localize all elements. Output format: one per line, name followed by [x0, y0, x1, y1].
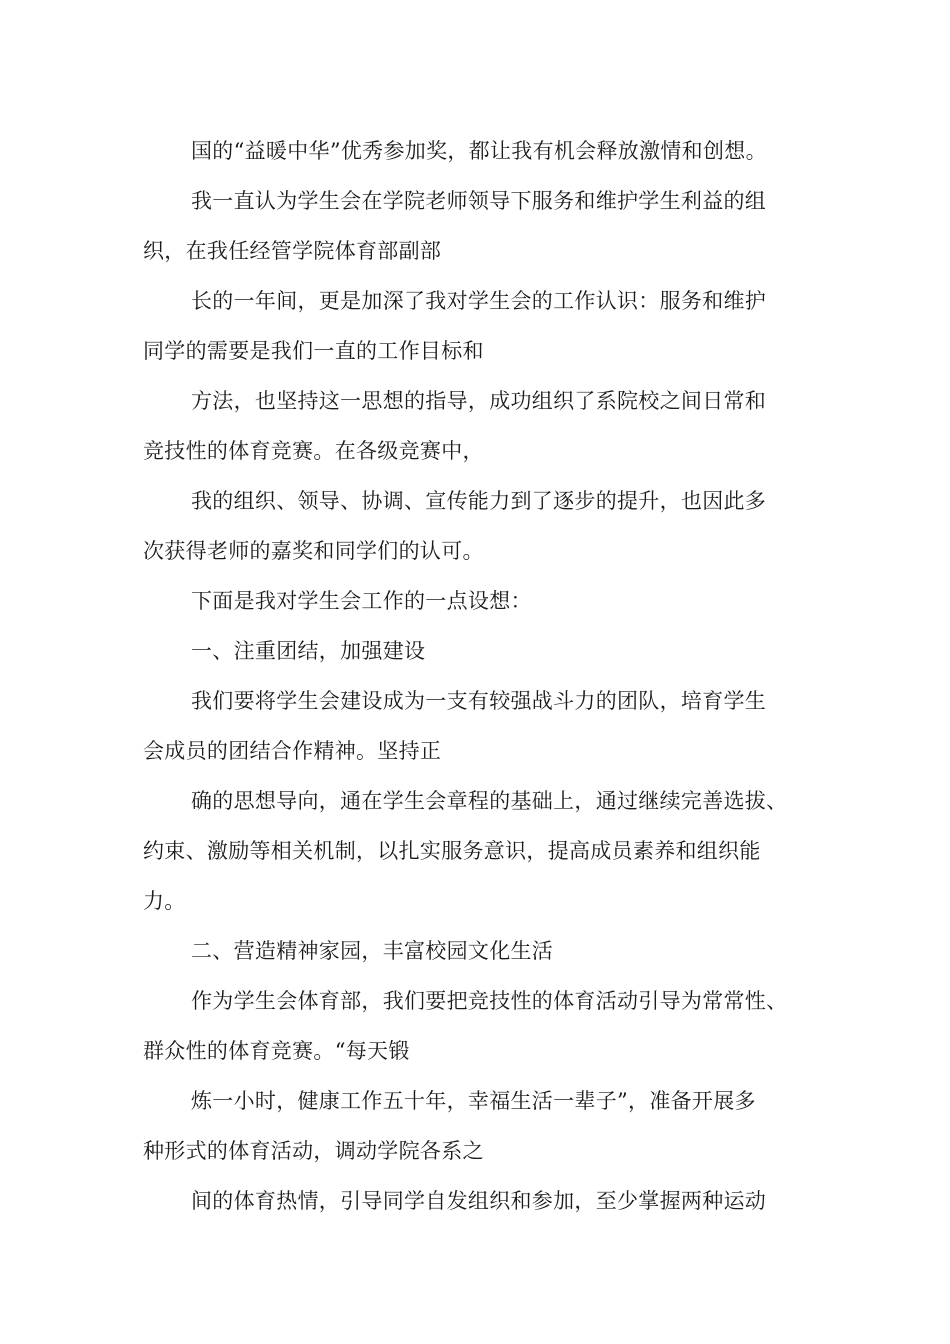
text-line: 力。: [143, 889, 186, 913]
text-line: 方法，也坚持这一思想的指导，成功组织了系院校之间日常和: [191, 389, 767, 413]
text-line: 织，在我任经管学院体育部副部: [143, 239, 442, 263]
text-line: 群众性的体育竞赛。“每天锻: [143, 1039, 410, 1063]
text-line: 长的一年间，更是加深了我对学生会的工作认识：服务和维护: [191, 289, 767, 313]
section-heading: 二、营造精神家园，丰富校园文化生活: [191, 939, 554, 963]
text-line: 我的组织、领导、协调、宣传能力到了逐步的提升，也因此多: [191, 489, 767, 513]
text-line: 次获得老师的嘉奖和同学们的认可。: [143, 539, 484, 563]
text-line: 作为学生会体育部，我们要把竞技性的体育活动引导为常常性、: [191, 989, 788, 1013]
text-line: 我一直认为学生会在学院老师领导下服务和维护学生利益的组: [191, 189, 767, 213]
text-line: 种形式的体育活动，调动学院各系之: [143, 1139, 484, 1163]
text-line: 我们要将学生会建设成为一支有较强战斗力的团队，培育学生: [191, 689, 767, 713]
text-line: 下面是我对学生会工作的一点设想：: [191, 589, 532, 613]
text-line: 同学的需要是我们一直的工作目标和: [143, 339, 484, 363]
text-line: 竞技性的体育竞赛。在各级竞赛中，: [143, 439, 484, 463]
text-line: 会成员的团结合作精神。坚持正: [143, 739, 442, 763]
text-line: 约束、激励等相关机制，以扎实服务意识，提高成员素养和组织能: [143, 839, 761, 863]
text-line: 国的“益暖中华”优秀参加奖，都让我有机会释放激情和创想。: [191, 139, 767, 163]
section-heading: 一、注重团结，加强建设: [191, 639, 426, 663]
text-line: 确的思想导向，通在学生会章程的基础上，通过继续完善选拔、: [191, 789, 788, 813]
text-line: 炼一小时，健康工作五十年，幸福生活一辈子”，准备开展多: [191, 1089, 756, 1113]
text-line: 间的体育热情，引导同学自发组织和参加，至少掌握两种运动: [191, 1189, 767, 1213]
